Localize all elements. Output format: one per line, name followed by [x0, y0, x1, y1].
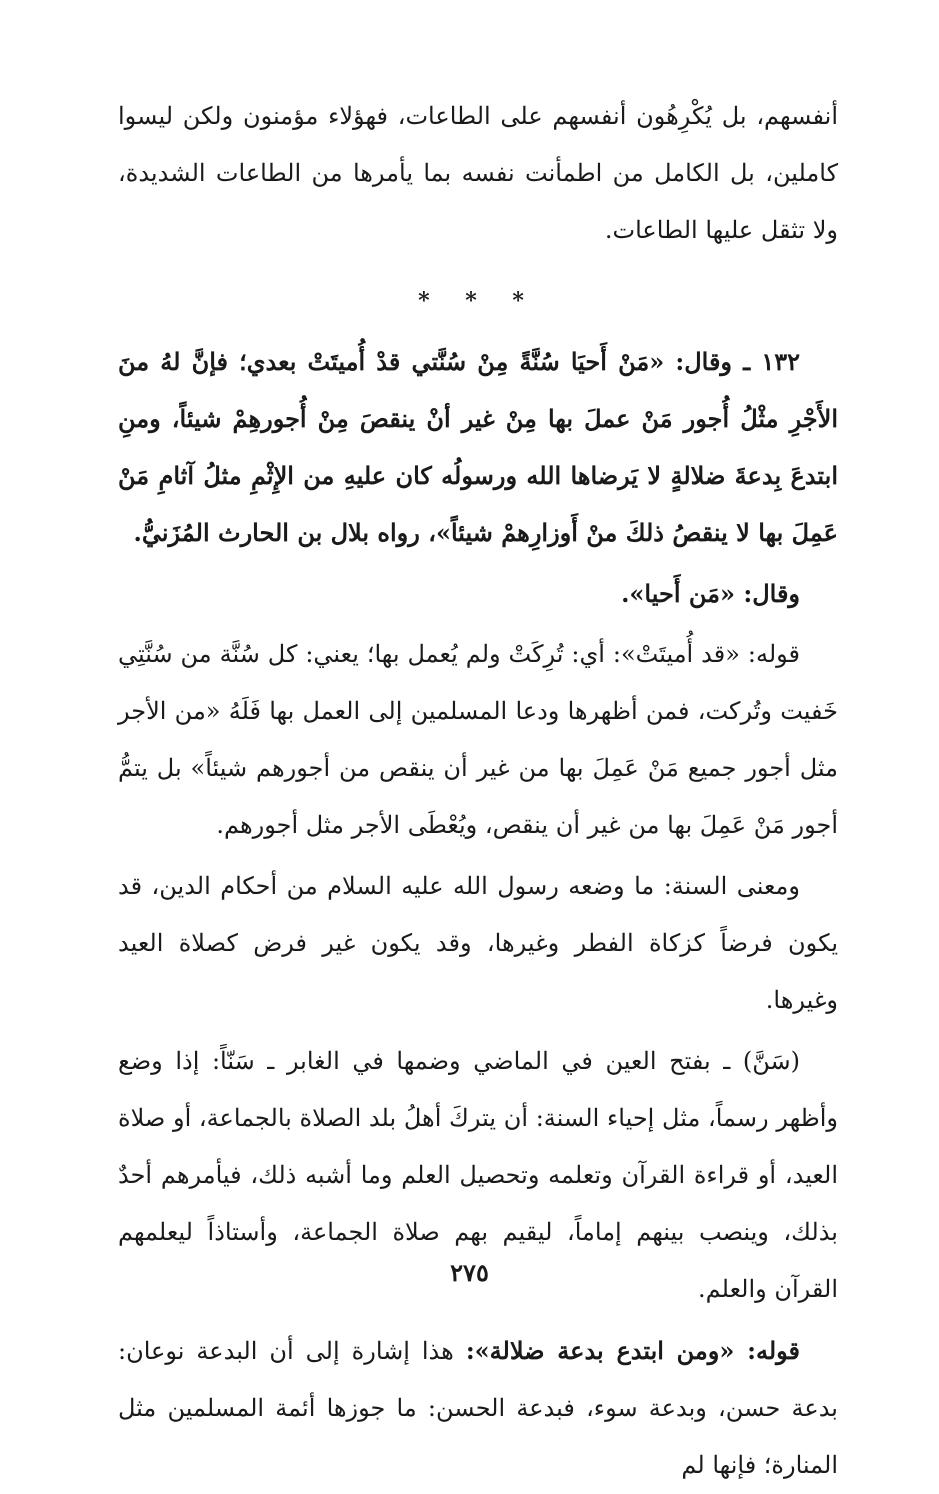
page-number: ٢٧٥ [450, 1258, 489, 1287]
commentary-bidah-text: هذا إشارة إلى أن البدعة نوعان: بدعة حسن، وبدعة سوء، فبدعة الحسن: ما جوزها أئمة المسلمين مثل المنارة؛ فإنها لم [118, 1337, 838, 1479]
narration-note: وقال: «مَن أَحيا». [621, 579, 800, 608]
commentary-bidah [118, 1322, 838, 1494]
commentary-qad-umitat: قوله: «قد أُميتَتْ»: أي: تُرِكَتْ ولم يُعمل بها؛ يعني: كل سُنَّة من سُنَّتِي خَفيت وتُركت، فمن أظهرها ودعا المسلمين إلى العمل بها فَلَهُ «من الأجر مثل أجور جميع مَنْ عَمِلَ بها من غير أن ينقص من أجورهم شيئاً» بل يتمُّ أجور مَنْ عَمِلَ بها من غير أن ينقص، ويُعْطَى الأجر مثل أجورهم. [118, 640, 838, 839]
paragraph-continuation: أنفسهم، بل يُكْرِهُون أنفسهم على الطاعات، فهؤلاء مؤمنون ولكن ليسوا كاملين، بل الكامل من اطمأنت نفسه بما يأمرها من الطاعات الشديدة، ولا تثقل عليها الطاعات. [118, 102, 838, 244]
commentary-meaning-sunnah: ومعنى السنة: ما وضعه رسول الله عليه السلام من أحكام الدين، قد يكون فرضاً كزكاة الفطر وغيرها، وقد يكون غير فرض كصلاة العيد وغيرها. [118, 872, 838, 1014]
hadith-132: ١٣٢ ـ وقال: «مَنْ أَحيَا سُنَّةً مِنْ سُنَّتي قدْ أُميتَتْ بعدي؛ فإنَّ لهُ منَ الأَجْرِ مثْلُ أُجور مَنْ عملَ بها مِنْ غير أنْ ينقصَ مِنْ أُجورهِمْ شيئاً، ومنِ ابتدعَ بِدعةَ ضلالةٍ لا يَرضاها الله ورسولُه كان عليهِ من الإِثْمِ مثلُ آثامِ مَنْ عَمِلَ بها لا ينقصُ ذلكَ منْ أَوزارِهمْ شيئاً»، رواه بلال بن الحارث المُزَنيُّ. [118, 347, 838, 547]
section-separator: * * * [418, 288, 538, 314]
commentary-sanna: (سَنَّ) ـ بفتح العين في الماضي وضمها في الغابر ـ سَنّاً: إذا وضع وأظهر رسماً، مثل إحياء السنة: أن يتركَ أهلُ بلد الصلاة بالجماعة، أو صلاة العيد، أو قراءة القرآن وتعلمه وتحصيل العلم وما أشبه ذلك، فيأمرهم أحدٌ بذلك، وينصب بينهم إماماً، ليقيم بهم صلاة الجماعة، وأستاذاً ليعلمهم القرآن والعلم. [118, 1047, 838, 1303]
commentary-bidah-heading: قوله: «ومن ابتدع بدعة ضلالة»: [465, 1336, 801, 1365]
